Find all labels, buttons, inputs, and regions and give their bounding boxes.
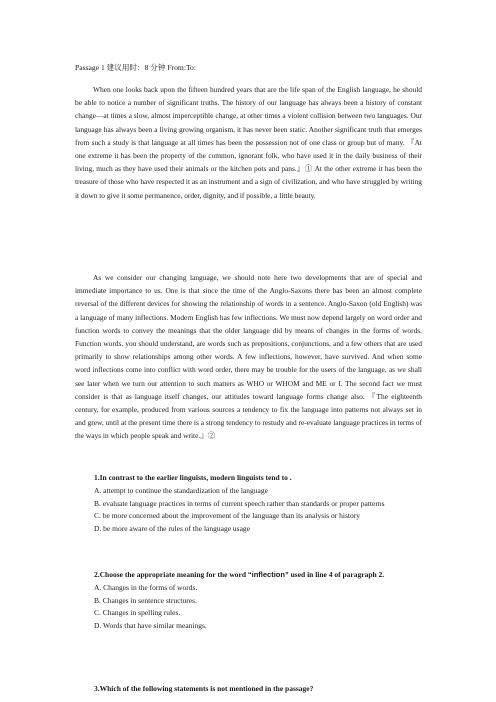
stem-text: used in line 4 of paragraph 2. bbox=[288, 570, 385, 579]
option-d[interactable]: D. be more aware of the rules of the language usage bbox=[94, 524, 250, 534]
paragraph-text: As we consider our changing language, we should note here two developments that are of special and immediate importance to us. One is that since the time of the Anglo-Saxons there has been an almost complete reversal of the different devices for showing the relationship of words in a sentence. Anglo-Saxon (old English) was a language of many inflections. Modern English has few inflections. We must now depend largely on word order and function words to convey the meanings that the older language did by means of changes in the forms of words. Function words, you should understand, are words such as prepositions, conjunctions, and a few others that are used primarily to show relationships among other words. A few inflections, however, have survived. And when some word inflections come into conflict with word order, there may be trouble for the users of the language, as we shall see later when we turn our attention to such matters as WHO or WHOM and ME or I. The second fact we must consider is that as language itself changes, our attitudes toward language forms change also. 『The eighteenth century, for example, produced from various sources a tendency to fix the language into patterns not always set in and grew, until at the present time there is a strong tendency to restudy and re-evaluate language practices in terms of the ways in which people speak and write.』② bbox=[75, 273, 422, 441]
question-stem bbox=[75, 569, 422, 582]
question-3 bbox=[75, 683, 422, 696]
question-stem: 3.Which of the following statements is not mentioned in the passage? bbox=[94, 684, 314, 693]
option-list bbox=[75, 485, 422, 536]
option-b[interactable]: B. evaluate language practices in terms of current speech rather than standards or proper patterns bbox=[94, 498, 385, 508]
question-stem: 1.In contrast to the earlier linguists, modern linguists tend to . bbox=[94, 473, 292, 482]
option-list bbox=[75, 582, 422, 633]
option-a[interactable]: A. Changes in the forms of words. bbox=[94, 582, 198, 592]
passage-paragraph-2 bbox=[75, 271, 422, 443]
question-1 bbox=[75, 472, 422, 536]
passage-header: Passage 1 建议用时：8 分钟 From:To: bbox=[75, 63, 196, 72]
passage-paragraph-1 bbox=[75, 83, 422, 202]
option-c[interactable]: C. Changes in spelling rules. bbox=[94, 608, 181, 618]
option-b[interactable]: B. Changes in sentence structures. bbox=[94, 595, 197, 605]
option-a[interactable]: A. attempt to continue the standardization of the language bbox=[94, 485, 268, 495]
option-c[interactable]: C. be more concerned about the improvement of the language than its analysis or history bbox=[94, 511, 360, 521]
question-2 bbox=[75, 569, 422, 633]
stem-text: 2.Choose the appropriate meaning for the word bbox=[94, 570, 248, 579]
stem-quoted-word: “inflection” bbox=[247, 570, 289, 579]
option-d[interactable]: D. Words that have similar meanings. bbox=[94, 621, 207, 631]
paragraph-text: When one looks back upon the fifteen hundred years that are the life span of the English language, he should be able to notice a number of significant truths. The history of our language has always been a history of constant change—at times a slow, almost imperceptible change, at other times a violent collision between two languages. Our language has always been a living growing organism, it has never been static. Another significant truth that emerges from such a study is that language at all times has been the possession not of one class or group but of many. 『At one extreme it has been the property of the common, ignorant folk, who have used it in the daily business of their living, much as they have used their animals or the kitchen pots and pans.』① At the other extreme it has been the treasure of those who have respected it as an instrument and a sign of civilization, and who have struggled by writing it down to give it some permanence, order, dignity, and if possible, a little beauty. bbox=[75, 85, 422, 200]
